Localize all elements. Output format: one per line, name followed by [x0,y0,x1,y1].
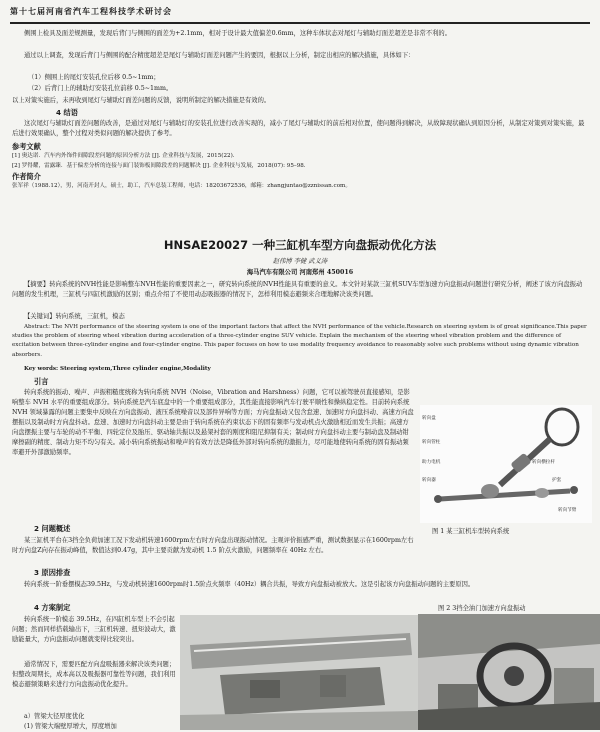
paper-affiliation: 海马汽车有限公司 河南郑州 450016 [246,269,354,276]
fig1-label: 转向节臂 [558,508,577,513]
figure-2-caption: 图 2 3挡全油门加速方向盘振动 [438,605,526,612]
subsection-a-heading: a）管梁大径厚度优化 [24,713,85,720]
conclusion-text: 这次尾灯与辅助灯面差问题的改善，是通过对尾灯与辅助灯的安装孔位进行改善实现的，减小了尾灯与辅助灯的前后相对位置，使问题得到解决，从故障现状确认到原因分析，从制定对策到对策实施，最后进行效果确认，整个过程对类似问题的解决提供了参考。 [12,120,585,137]
paper-title: HNSAE20027 一种三缸机车型方向盘振动优化方法 [163,238,437,252]
keywords-cn: 【关键词】转向系统，三缸机，模态 [24,313,125,320]
steering-rack-shape [440,491,570,499]
author-bio-heading: 作者简介 [12,172,41,181]
prev-paragraph-1: 侧围上检具及面差规测量，发现后背门与侧围的面差为+2.1mm，相对于设计最大值偏差0.6mm，这种车体状态对尾灯与辅助灯面差超差是非常不利的。 [24,30,452,37]
fig1-label: 转向盘 [422,416,436,421]
subsection-a-item: (1) 管梁大端壁厚增大，厚度增加 [24,723,117,730]
references-heading: 参考文献 [12,142,41,151]
plan-heading: 4 方案制定 [34,603,71,612]
prev-list-item: （1）侧围上的尾灯安装孔位后移 0.5~1mm； [28,74,160,81]
plan-text-1: 转向系统一阶模态 39.5Hz，在四缸机车型上不会引起问题；然而同样搭载输出下，三缸机转速、扭矩波动大，激励能量大，方向盘振动问题就变得比较突出。 [12,616,176,643]
figure-1-steering-system [420,405,592,523]
intro-heading: 引言 [34,377,49,386]
tube-beam-photo [180,615,418,730]
knuckle-shape [434,495,442,503]
abstract-cn: 【摘要】转向系统的NVH性能是影响整车NVH性能的重要因素之一，研究转向系统的NVH性能具有重要的意义。本文针对某款三缸机SUV车型加速方向盘振动问题进行研究分析，阐述了该方向盘振动问题的发生机理，三缸机与四缸机激励的区别；重点介绍了不使用动态吸振器的情况下，怎样利用模态避频来合理地解决该类问题。 [12,281,583,298]
paper-authors: 赵伟博 李健 武义涛 [272,258,328,265]
gearbox-shape [481,484,499,498]
prev-paragraph-3: 以上对策实施后，未再收到尾灯与辅助灯面差问题的反馈，说明所制定的解决措施是有效的。 [12,97,271,104]
abstract-en: Abstract: The NVH performance of the steering system is one of the important factors that affect the NVH performance of the vehicle.Research on steering system is of great significance.This paper studies the problem of steering wheel vibration during acceleration of a three-cylinder engine SUV vehicle. Explain the mechanism of the steering wheel vibration problem and the difference of excitation between three-cylinder engine and four-cylinder engine. This paper focuses on how to use modality frequency avoidance to reasonably solve such problems without using dynamic vibration absorbers. [12,324,587,358]
keywords-en: Key words: Steering system,Three cylinder engine,Modality [24,366,211,372]
reference-item: [2] 罗得耀，雷露臻．基于偏差分析的连接与面门装饰板间隙段差的问题解决 [J]. 企业科技与发展，2018(07): 95–98. [12,163,306,169]
figure-1-caption: 图 1 某三缸机车型转向系统 [432,528,510,535]
fig1-label: 转向管柱 [422,440,441,445]
conclusion-heading: 4 结语 [56,108,78,117]
prev-list-item: （2）后背门上的辅助灯安装孔位前移 0.5~1mm。 [28,85,173,92]
boot-shape [535,488,549,498]
fig1-label: 助力电机 [422,460,441,465]
fig1-label: 护套 [552,478,562,483]
figure-2-vibration-photo [418,614,600,730]
description-heading: 2 问题概述 [34,524,71,533]
cause-text: 转向系统一阶垂摆模态39.5Hz，与发动机转速1600rpm时1.5阶点火频率（40Hz）耦合共振，导致方向盘振动被放大。这是引起该方向盘振动问题的主要原因。 [24,581,475,588]
fig1-label: 转向横拉杆 [532,460,555,465]
journal-header: 第十七届河南省汽车工程科技学术研讨会 [10,6,590,24]
cause-heading: 3 原因排查 [34,568,71,577]
steering-system-illustration [420,405,592,523]
prev-paragraph-2: 通过以上调查，发现后背门与侧围的配合精度超差是尾灯与辅助灯面差问题产生的要因，根据以上分析，制定出相应的解决措施，具体如下： [24,52,415,59]
description-text: 某三缸机平台在3挡全负荷加速工况下发动机转速1600rpm左右时方向盘出现振动情况。主观评价振感严重，测试数据显示在1600rpm左右时方向盘Z向存在振动峰值，数值达到0.47g，其中主要贡献为发动机 1.5 阶点火激励，问题频率在 40Hz 左右。 [12,537,414,554]
plan-text-2: 通常情况下，需要匹配方向盘吸振器来解决该类问题；但整改周期长，成本高以及吸振器可靠性等问题，我们利用模态避频策略来进行方向盘振动优化提升。 [12,661,176,688]
fig1-label: 转向器 [422,478,436,483]
steering-wheel-shape [546,409,578,445]
author-bio: 张军祥（1988.12），男，河南开封人，硕士，助工，汽车总装工程师，电话：18203672536，邮箱：zhangjuntao@zznissan.com。 [12,183,351,189]
intro-text: 转向系统的振动、噪声、声振粗糙度统称为转向系统 NVH（Noise，Vibration and Harshness）问题，它可以被驾驶员直接感知，是影响整车 NVH 水平的重要组成部分。转向系统是汽车底盘中的一个重要组成部分，其性能直接影响汽车行驶平顺性和操纵稳定性。目前转向系统 NVH 领域暴露的问题主要集中反映在方向盘振动、液压系统噪音以及部件异响等方面；方向盘振动又包含怠速、加速时方向盘抖动、高速方向盘摆振以及制动时方向盘抖动。怠速、加速时方向盘抖动主要是由于转向系统在约束状态下的固有频率与发动机点火激励相近而发生共振；高速方向盘摆振主要与车轮的动不平衡、四轮定位及胎压、驱动轴共振以及悬架衬套的刚度和阻尼抑制有关；制动时方向盘抖动主要与制动盘及制动钳摩擦副的精度、制动力矩不均匀有关。减小转向系统振动和噪声的有效方法是降低外部对转向系统的激振力，尽可能地使转向系统的固有振动频率避开外部激励频率。 [12,389,414,456]
reference-item: [1] 奥达诺．汽车内外饰件间隙段差问题的原因分析方法 [J]. 企业科技与发展，2015(22). [12,153,235,159]
